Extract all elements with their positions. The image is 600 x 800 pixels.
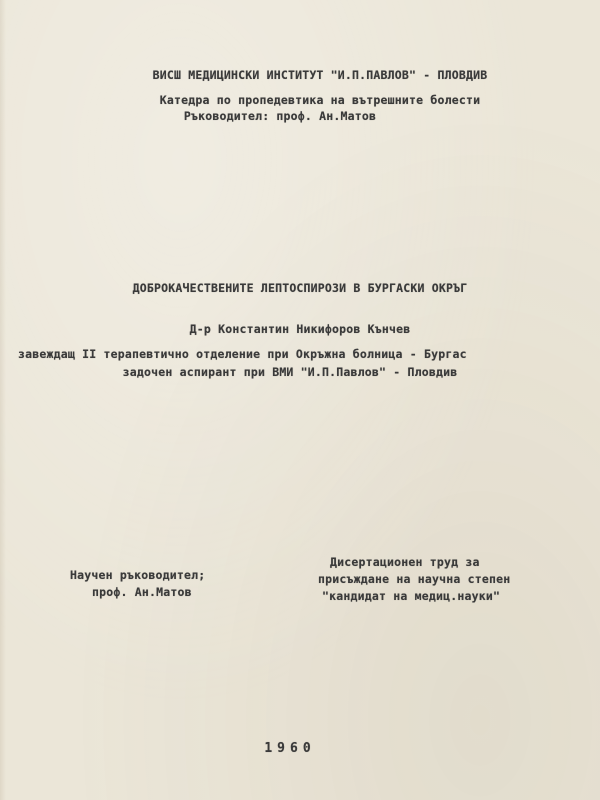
department-name: Катедра по пропедевтика на вътрешните болести: [159, 93, 481, 107]
institute-name: ВИСШ МЕДИЦИНСКИ ИНСТИТУТ "И.П.ПАВЛОВ" - ПЛОВДИВ: [152, 68, 488, 82]
dissertation-note-line2: присъждане на научна степен: [318, 572, 511, 586]
dissertation-note-line3: "кандидат на медиц.науки": [322, 589, 501, 603]
dissertation-title: ДОБРОКАЧЕСТВЕНИТЕ ЛЕПТОСПИРОЗИ В БУРГАСКИ ОКРЪГ: [132, 281, 468, 295]
author-affiliation-line1: завеждащ II терапевтично отделение при Окръжна болница - Бургас: [18, 347, 467, 361]
supervisor-name: проф. Ан.Матов: [92, 585, 192, 599]
publication-year: 1960: [264, 741, 316, 756]
department-head: Ръководител: проф. Ан.Матов: [183, 109, 377, 123]
dissertation-note-line1: Дисертационен труд за: [330, 555, 480, 569]
supervisor-label: Научен ръководител;: [70, 568, 206, 582]
author-affiliation-line2: задочен аспирант при ВМИ "И.П.Павлов" - Пловдив: [122, 365, 458, 379]
author-name: Д-р Константин Никифоров Кънчев: [189, 322, 411, 336]
